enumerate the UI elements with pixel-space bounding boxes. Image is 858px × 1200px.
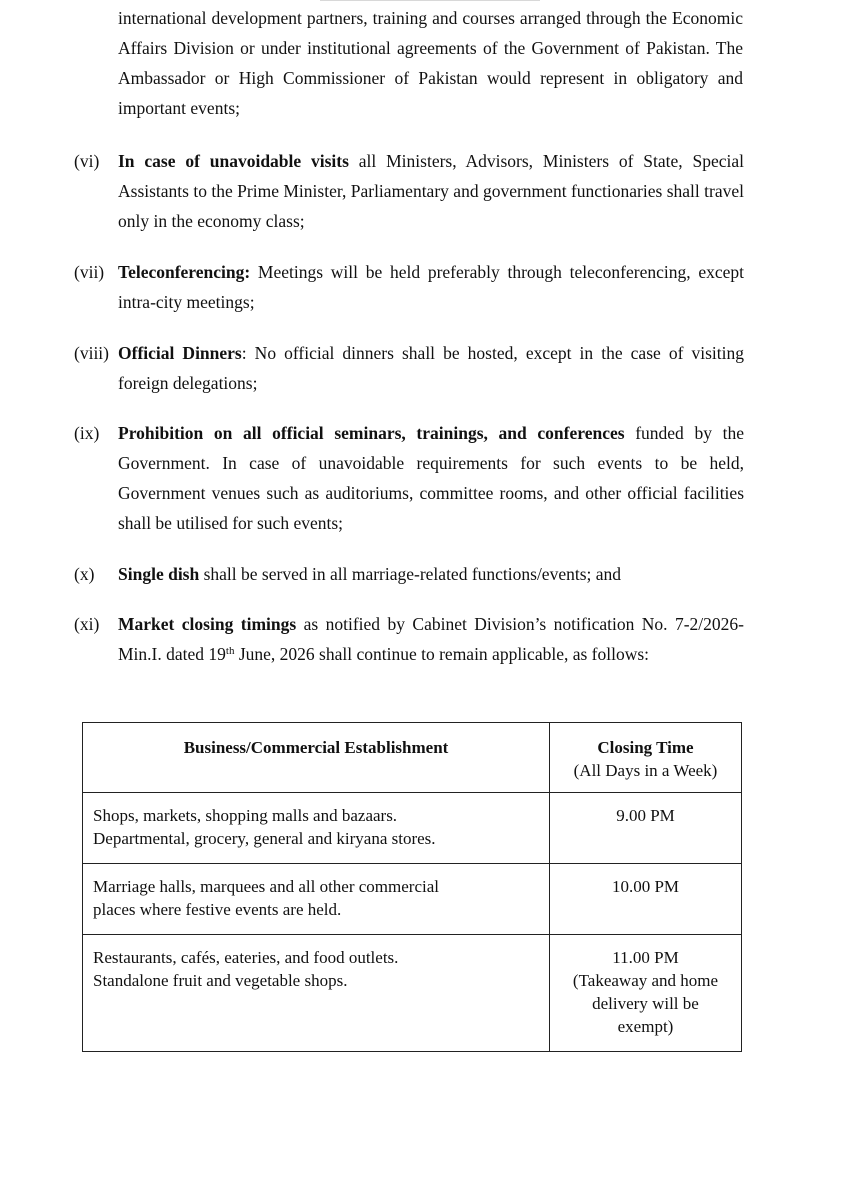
closing-time-note: delivery will be [592, 994, 699, 1013]
item-body [118, 609, 744, 669]
establishment-cell [83, 935, 550, 1052]
market-closing-table [82, 722, 742, 1052]
item-heading: Single dish [118, 564, 200, 584]
item-number: (vii) [74, 262, 105, 282]
list-item-x [74, 559, 744, 589]
item-text: funded by the Government. In case of unavoidable requirements for such events to be held, Government venues such as auditoriums, committee rooms, and other official facilities shall be utilised for such events; [118, 423, 744, 533]
header-establishment-label: Business/Commercial Establishment [183, 738, 449, 757]
establishment-line: Shops, markets, shopping malls and bazaars. [93, 806, 398, 825]
list-item-viii [74, 338, 744, 398]
header-closing-time [550, 723, 742, 793]
item-body [118, 418, 744, 538]
establishment-line: places where festive events are held. [93, 900, 342, 919]
item-heading: Market closing timings [118, 614, 297, 634]
item-heading: Prohibition on all official seminars, trainings, and conferences [118, 423, 625, 443]
list-item-ix [74, 418, 744, 538]
establishment-cell [83, 793, 550, 864]
item-text: : No official dinners shall be hosted, except in the case of visiting foreign delegations; [118, 343, 744, 393]
item-text-continued: June, 2026 shall continue to remain applicable, as follows: [234, 644, 650, 664]
establishment-line: Marriage halls, marquees and all other commercial [93, 877, 439, 896]
item-number: (ix) [74, 423, 100, 443]
table-row [83, 864, 742, 935]
header-closing-time-sublabel: (All Days in a Week) [573, 761, 718, 780]
top-divider [320, 0, 540, 1]
item-heading: Official Dinners [118, 343, 242, 363]
list-item-vi [74, 146, 744, 236]
closing-time-cell [550, 793, 742, 864]
item-number: (vi) [74, 151, 100, 171]
item-heading: Teleconferencing: [118, 262, 251, 282]
closing-time-note: exempt) [617, 1017, 674, 1036]
establishment-line: Restaurants, cafés, eateries, and food outlets. [93, 948, 399, 967]
item-heading: In case of unavoidable visits [118, 151, 349, 171]
header-establishment [83, 723, 550, 793]
establishment-cell [83, 864, 550, 935]
list-item-xi [74, 609, 744, 669]
table-row [83, 793, 742, 864]
item-body [118, 146, 744, 236]
closing-time-note: (Takeaway and home [572, 971, 719, 990]
continuation-paragraph: international development partners, training and courses arranged through the Economic Affairs Division or under institutional agreements of the Government of Pakistan. The Ambassador or High Commissioner of Pakistan would represent in obligatory and important events; [118, 8, 743, 118]
item-text: Meetings will be held preferably through teleconferencing, except intra-city meetings; [118, 262, 744, 312]
closing-time-cell [550, 864, 742, 935]
establishment-line: Standalone fruit and vegetable shops. [93, 971, 348, 990]
closing-time-value: 10.00 PM [611, 877, 680, 896]
item-body [118, 257, 744, 317]
item-number: (x) [74, 564, 95, 584]
table-row [83, 935, 742, 1052]
item-text: all Ministers, Advisors, Ministers of State, Special Assistants to the Prime Minister, Parliamentary and government functionaries shall travel only in the economy class; [118, 151, 744, 231]
item-body [118, 338, 744, 398]
closing-time-cell [550, 935, 742, 1052]
ordinal-suffix: th [225, 645, 235, 657]
item-body [118, 559, 744, 589]
list-item-vii [74, 257, 744, 317]
header-closing-time-label: Closing Time [597, 738, 694, 757]
closing-time-value: 9.00 PM [616, 806, 675, 825]
item-number: (xi) [74, 614, 100, 634]
item-text: as notified by Cabinet Division’s notification No. 7-2/2026-Min.I. dated 19 [118, 614, 744, 664]
establishment-line: Departmental, grocery, general and kiryana stores. [93, 829, 436, 848]
item-number: (viii) [74, 343, 109, 363]
closing-time-value: 11.00 PM [612, 948, 679, 967]
item-text: shall be served in all marriage-related functions/events; and [199, 564, 622, 584]
table-header-row [83, 723, 742, 793]
